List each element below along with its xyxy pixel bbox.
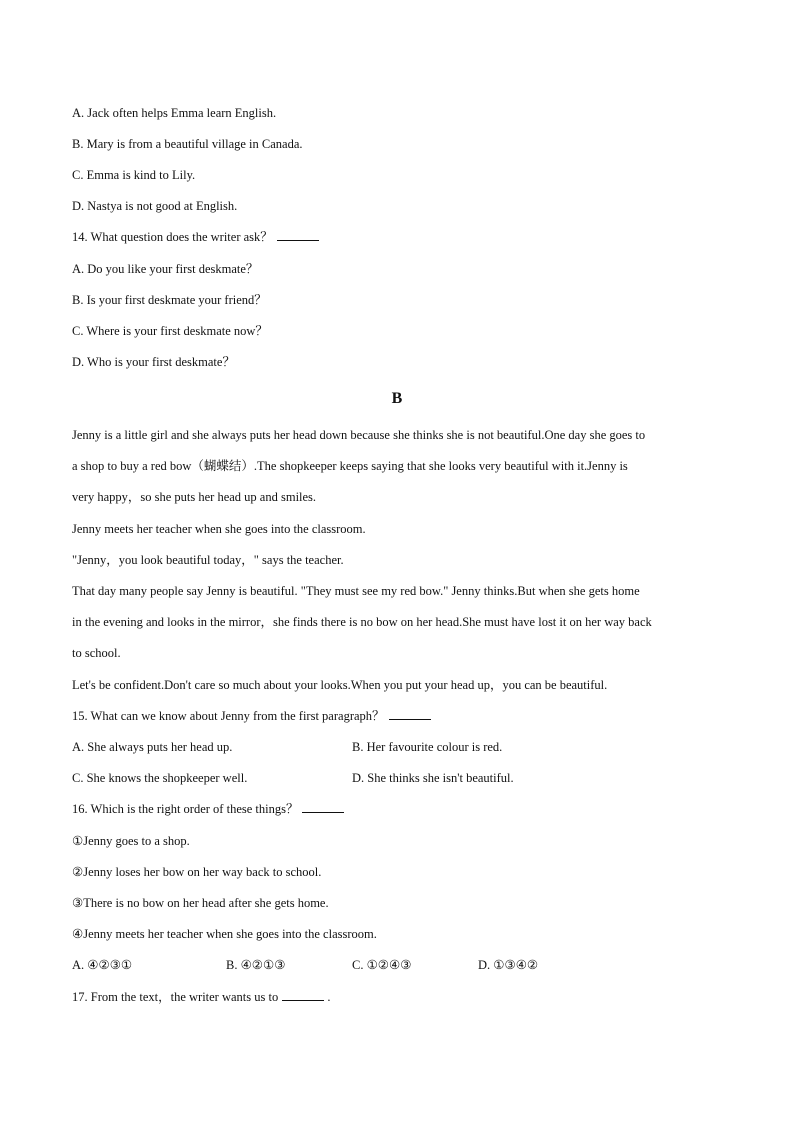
passage-line: to school. [72,646,121,660]
q14-option-b: B. Is your first deskmate your friend？ [72,293,267,307]
answer-blank[interactable] [302,801,344,813]
answer-blank[interactable] [277,229,319,241]
q15-question [72,708,431,724]
passage-line: in the evening and looks in the mirror，she finds there is no bow on her head.She must have lost it on her way back [72,615,652,629]
q16-option-b: B. ④②①③ [226,958,286,972]
q15-option-b: B. Her favourite colour is red. [352,740,503,754]
passage-line: That day many people say Jenny is beautiful. "They must see my red bow." Jenny thinks.But when she gets home [72,584,640,598]
q13-option-a: A. Jack often helps Emma learn English. [72,106,277,120]
q17-question-text: 17. From the text，the writer wants us to [72,990,279,1004]
q16-item: ③There is no bow on her head after she gets home. [72,896,329,910]
q14-option-a: A. Do you like your first deskmate？ [72,262,259,276]
passage-line: very happy，so she puts her head up and smiles. [72,490,317,504]
passage-line: Jenny meets her teacher when she goes into the classroom. [72,522,366,536]
q17-question [72,989,330,1005]
passage-line: a shop to buy a red bow（蝴蝶结）.The shopkeeper keeps saying that she looks very beautiful with it.Jenny is [72,459,628,473]
q15-question-text: 15. What can we know about Jenny from the first paragraph？ [72,709,385,723]
q16-option-d: D. ①③④② [478,958,539,972]
q15-option-a: A. She always puts her head up. [72,740,233,754]
q16-option-a: A. ④②③① [72,958,133,972]
q15-option-c: C. She knows the shopkeeper well. [72,771,248,785]
q15-option-d: D. She thinks she isn't beautiful. [352,771,514,785]
passage-line: Let's be confident.Don't care so much about your looks.When you put your head up，you can be beautiful. [72,678,608,692]
passage-line: Jenny is a little girl and she always puts her head down because she thinks she is not beautiful.One day she goes to [72,428,646,442]
q14-option-c: C. Where is your first deskmate now？ [72,324,268,338]
q14-question-text: 14. What question does the writer ask？ [72,230,273,244]
q17-end: . [327,990,331,1004]
q14-option-d: D. Who is your first deskmate？ [72,355,235,369]
q16-item: ④Jenny meets her teacher when she goes into the classroom. [72,927,377,941]
q16-item: ②Jenny loses her bow on her way back to school. [72,865,322,879]
answer-blank[interactable] [389,708,431,720]
answer-blank[interactable] [282,989,324,1001]
section-heading: B [391,390,403,407]
q16-question-text: 16. Which is the right order of these things？ [72,802,299,816]
q13-option-b: B. Mary is from a beautiful village in Canada. [72,137,303,151]
q13-option-d: D. Nastya is not good at English. [72,199,238,213]
q16-item: ①Jenny goes to a shop. [72,834,190,848]
q13-option-c: C. Emma is kind to Lily. [72,168,196,182]
q14-question [72,229,319,245]
q16-option-c: C. ①②④③ [352,958,412,972]
passage-line: "Jenny，you look beautiful today，" says the teacher. [72,553,344,567]
q16-question [72,801,344,817]
